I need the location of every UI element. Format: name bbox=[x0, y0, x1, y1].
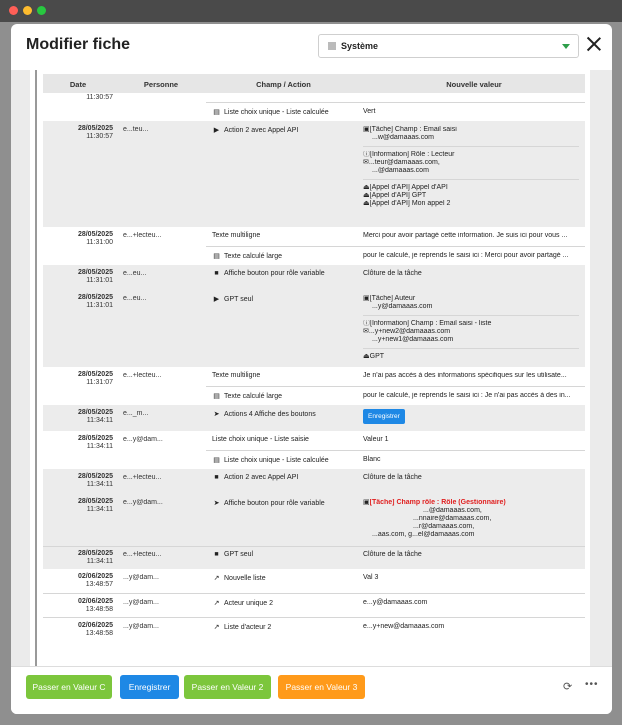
table-row bbox=[43, 367, 585, 405]
row-person: e...+lecteu... bbox=[123, 551, 162, 558]
row-date: 28/05/2025 11:34:11 bbox=[77, 498, 113, 513]
value-line: ...y+new1@damaaas.com bbox=[372, 336, 454, 343]
modal-content bbox=[11, 70, 612, 666]
row-sub-item bbox=[206, 265, 585, 290]
play-icon: ▶ bbox=[213, 127, 220, 134]
value-line: ▣[Tâche] Auteur bbox=[363, 295, 416, 302]
switch-value-3-button[interactable]: Passer en Valeur 3 bbox=[278, 675, 365, 699]
row-action: ■ Action 2 avec Appel API bbox=[212, 474, 298, 481]
row-sub-item bbox=[206, 594, 585, 618]
header-person: Personne bbox=[143, 80, 179, 89]
row-person: e...y@dam... bbox=[123, 436, 163, 443]
table-row bbox=[43, 431, 585, 469]
row-sub-item bbox=[206, 386, 585, 405]
row-person: ...y@dam... bbox=[123, 623, 159, 630]
switch-value-2-button[interactable]: Passer en Valeur 2 bbox=[184, 675, 271, 699]
value-line: ⏏[Appel d'API] GPT bbox=[363, 192, 427, 199]
table-row bbox=[43, 569, 585, 593]
minimize-window-button[interactable] bbox=[23, 6, 32, 15]
info-icon: ⓘ bbox=[363, 320, 370, 327]
row-value: Merci pour avoir partagé cette information. Je suis ici pour vous ... bbox=[363, 232, 568, 239]
row-date: 28/05/2025 11:31:00 bbox=[77, 231, 113, 246]
cursor-icon: ➤ bbox=[213, 500, 220, 507]
row-action: Texte multiligne bbox=[212, 372, 261, 379]
list-icon: ▤ bbox=[213, 393, 220, 400]
table-row bbox=[43, 494, 585, 546]
value-divider bbox=[363, 315, 579, 316]
row-date: 28/05/2025 11:31:01 bbox=[77, 269, 113, 284]
row-date: 28/05/2025 11:34:11 bbox=[77, 473, 113, 488]
api-icon: ⏏ bbox=[363, 353, 370, 360]
table-row bbox=[43, 121, 585, 227]
row-date: 02/06/2025 13:48:58 bbox=[77, 622, 113, 637]
api-icon: ⏏ bbox=[363, 184, 370, 191]
row-time: 11:30:57 bbox=[86, 94, 113, 101]
value-line: ⏏[Appel d'API] Appel d'API bbox=[363, 184, 448, 191]
row-value bbox=[363, 126, 579, 208]
table-row bbox=[43, 290, 585, 367]
square-icon: ■ bbox=[214, 474, 219, 481]
row-sub-item bbox=[206, 569, 585, 593]
row-value: pour le calculé, je reprends le saisi ici : Merci pour avoir partagé ... bbox=[363, 252, 569, 259]
list-icon: ▤ bbox=[213, 457, 220, 464]
square-icon bbox=[328, 42, 336, 50]
value-line: ...@damaaas.com, bbox=[423, 507, 482, 514]
row-date: 28/05/2025 11:34:11 bbox=[77, 435, 113, 450]
row-value bbox=[363, 499, 579, 539]
record-save-button[interactable]: Enregistrer bbox=[363, 409, 405, 424]
close-modal-button[interactable] bbox=[585, 35, 603, 53]
value-line: ▣[Tâche] Champ rôle : Rôle (Gestionnaire) bbox=[363, 499, 506, 506]
value-line: ✉...teur@damaaas.com, bbox=[363, 159, 440, 166]
row-sub-item bbox=[206, 450, 585, 469]
row-action: Liste choix unique - Liste saisie bbox=[212, 436, 309, 443]
value-line: ⏏GPT bbox=[363, 353, 385, 360]
external-link-icon: ↗ bbox=[213, 575, 220, 582]
external-link-icon: ↗ bbox=[213, 600, 220, 607]
row-person: e...+lecteu... bbox=[123, 474, 162, 481]
row-person: e...+lecteu... bbox=[123, 372, 162, 379]
mail-icon: ✉ bbox=[363, 159, 369, 166]
row-value: pour le calculé, je reprends le saisi ici : Je n'ai pas accès à des in... bbox=[363, 392, 571, 399]
row-value: Clôture de la tâche bbox=[363, 474, 422, 481]
table-row bbox=[43, 405, 585, 431]
switch-value-c-button[interactable]: Passer en Valeur C bbox=[26, 675, 112, 699]
table-body bbox=[43, 93, 585, 666]
row-sub-item bbox=[206, 618, 585, 642]
row-value bbox=[363, 295, 579, 361]
row-person: e...eu... bbox=[123, 270, 147, 277]
value-divider bbox=[363, 146, 579, 147]
value-line: ⓘ[Information] Champ : Email saisi - liste bbox=[363, 320, 492, 327]
row-sub-item bbox=[206, 227, 585, 246]
row-action: ➤ Actions 4 Affiche des boutons bbox=[213, 411, 316, 418]
refresh-icon[interactable]: ⟳ bbox=[563, 681, 573, 693]
system-select-value: Système bbox=[341, 41, 379, 51]
table-row bbox=[43, 593, 585, 617]
close-window-button[interactable] bbox=[9, 6, 18, 15]
row-date: 28/05/2025 11:30:57 bbox=[77, 125, 113, 140]
list-icon: ▤ bbox=[213, 253, 220, 260]
row-action: ▤ Texte calculé large bbox=[213, 253, 282, 260]
row-date: 28/05/2025 11:31:01 bbox=[77, 294, 113, 309]
row-person: e...+lecteu... bbox=[123, 232, 162, 239]
square-icon: ■ bbox=[214, 270, 219, 277]
row-sub-item bbox=[206, 102, 585, 120]
value-line: ...w@damaaas.com bbox=[372, 134, 434, 141]
save-button[interactable]: Enregistrer bbox=[120, 675, 179, 699]
row-action: ↗ Acteur unique 2 bbox=[213, 600, 274, 607]
history-table[interactable] bbox=[30, 70, 590, 666]
list-icon: ▤ bbox=[213, 109, 220, 116]
value-line: ⏏[Appel d'API] Mon appel 2 bbox=[363, 200, 451, 207]
row-person: e..._m... bbox=[123, 410, 149, 417]
row-value: Vert bbox=[363, 108, 376, 115]
row-person: e...y@dam... bbox=[123, 499, 163, 506]
play-icon: ▶ bbox=[213, 296, 220, 303]
value-divider bbox=[363, 348, 579, 349]
value-line: ▣[Tâche] Champ : Email saisi bbox=[363, 126, 457, 133]
row-sub-item bbox=[206, 469, 585, 494]
row-value: Valeur 1 bbox=[363, 436, 389, 443]
row-sub-item bbox=[206, 431, 585, 450]
row-date: 28/05/2025 11:34:11 bbox=[77, 550, 113, 565]
info-icon: ⓘ bbox=[363, 151, 370, 158]
row-action: ■ GPT seul bbox=[212, 551, 253, 558]
value-line: ...y@damaaas.com bbox=[372, 303, 433, 310]
window-titlebar bbox=[0, 0, 622, 22]
square-icon: ■ bbox=[214, 551, 219, 558]
row-date: 28/05/2025 11:34:11 bbox=[77, 409, 113, 424]
more-icon[interactable]: ••• bbox=[585, 679, 599, 690]
value-line: ✉...y+new2@damaaas.com bbox=[363, 328, 451, 335]
row-value: Je n'ai pas accès à des informations spécifiques sur les utilisate... bbox=[363, 372, 567, 379]
value-line: ...nnaire@damaaas.com, bbox=[413, 515, 492, 522]
row-action: ▶ Action 2 avec Appel API bbox=[213, 127, 299, 134]
row-action: ▤ Liste choix unique - Liste calculée bbox=[213, 109, 329, 116]
row-action: Texte multiligne bbox=[212, 232, 261, 239]
cursor-icon: ➤ bbox=[213, 411, 220, 418]
table-header bbox=[43, 74, 585, 93]
row-date: 02/06/2025 13:48:58 bbox=[77, 598, 113, 613]
header-date: Date bbox=[69, 80, 87, 89]
row-action: ▶ GPT seul bbox=[213, 296, 254, 303]
row-sub-item bbox=[206, 290, 585, 367]
row-sub-item bbox=[206, 547, 585, 570]
row-action: ■ Affiche bouton pour rôle variable bbox=[212, 270, 325, 277]
header-value: Nouvelle valeur bbox=[446, 80, 502, 89]
table-row bbox=[43, 546, 585, 569]
row-value: Clôture de la tâche bbox=[363, 551, 422, 558]
value-line: ...r@damaaas.com, bbox=[413, 523, 475, 530]
row-sub-item bbox=[206, 367, 585, 386]
row-sub-item bbox=[206, 405, 585, 431]
table-row bbox=[43, 93, 585, 121]
api-icon: ⏏ bbox=[363, 200, 370, 207]
row-action: ▤ Texte calculé large bbox=[213, 393, 282, 400]
maximize-window-button[interactable] bbox=[37, 6, 46, 15]
table-row bbox=[43, 617, 585, 641]
row-value: Val 3 bbox=[363, 574, 379, 581]
row-person: ...y@dam... bbox=[123, 599, 159, 606]
clipboard-icon: ▣ bbox=[363, 126, 370, 133]
table-left-rule bbox=[35, 70, 37, 666]
modal-header bbox=[11, 24, 612, 70]
value-line: ⓘ[Information] Rôle : Lecteur bbox=[363, 151, 455, 158]
row-value: e...y+new@damaaas.com bbox=[363, 623, 445, 630]
clipboard-icon: ▣ bbox=[363, 499, 370, 506]
row-action: ↗ Liste d'acteur 2 bbox=[213, 624, 272, 631]
header-action: Champ / Action bbox=[256, 80, 311, 89]
clipboard-icon: ▣ bbox=[363, 295, 370, 302]
row-sub-item bbox=[206, 246, 585, 265]
modal-title: Modifier fiche bbox=[26, 36, 131, 53]
row-date: 02/06/2025 13:48:57 bbox=[77, 573, 113, 588]
modal-footer bbox=[11, 666, 612, 714]
table-row bbox=[43, 227, 585, 265]
value-line: ...aas.com, g...el@damaaas.com bbox=[372, 531, 475, 538]
modify-record-modal bbox=[11, 24, 612, 714]
row-sub-item bbox=[206, 494, 585, 546]
system-select[interactable] bbox=[318, 34, 579, 58]
value-divider bbox=[363, 179, 579, 180]
row-value: Blanc bbox=[363, 456, 381, 463]
row-action: ▤ Liste choix unique - Liste calculée bbox=[213, 457, 329, 464]
row-date: 28/05/2025 11:31:07 bbox=[77, 371, 113, 386]
mail-icon: ✉ bbox=[363, 328, 369, 335]
table-row bbox=[43, 469, 585, 494]
external-link-icon: ↗ bbox=[213, 624, 220, 631]
table-row bbox=[43, 265, 585, 290]
row-person: ...y@dam... bbox=[123, 574, 159, 581]
row-sub-item bbox=[206, 121, 585, 227]
row-value: e...y@damaaas.com bbox=[363, 599, 428, 606]
value-line: ...@damaaas.com bbox=[372, 167, 429, 174]
row-value: Clôture de la tâche bbox=[363, 270, 422, 277]
api-icon: ⏏ bbox=[363, 192, 370, 199]
row-action: ➤ Affiche bouton pour rôle variable bbox=[213, 500, 325, 507]
chevron-down-icon bbox=[562, 44, 570, 49]
row-person: e...teu... bbox=[123, 126, 149, 133]
row-action: ↗ Nouvelle liste bbox=[213, 575, 266, 582]
row-person: e...eu... bbox=[123, 295, 147, 302]
